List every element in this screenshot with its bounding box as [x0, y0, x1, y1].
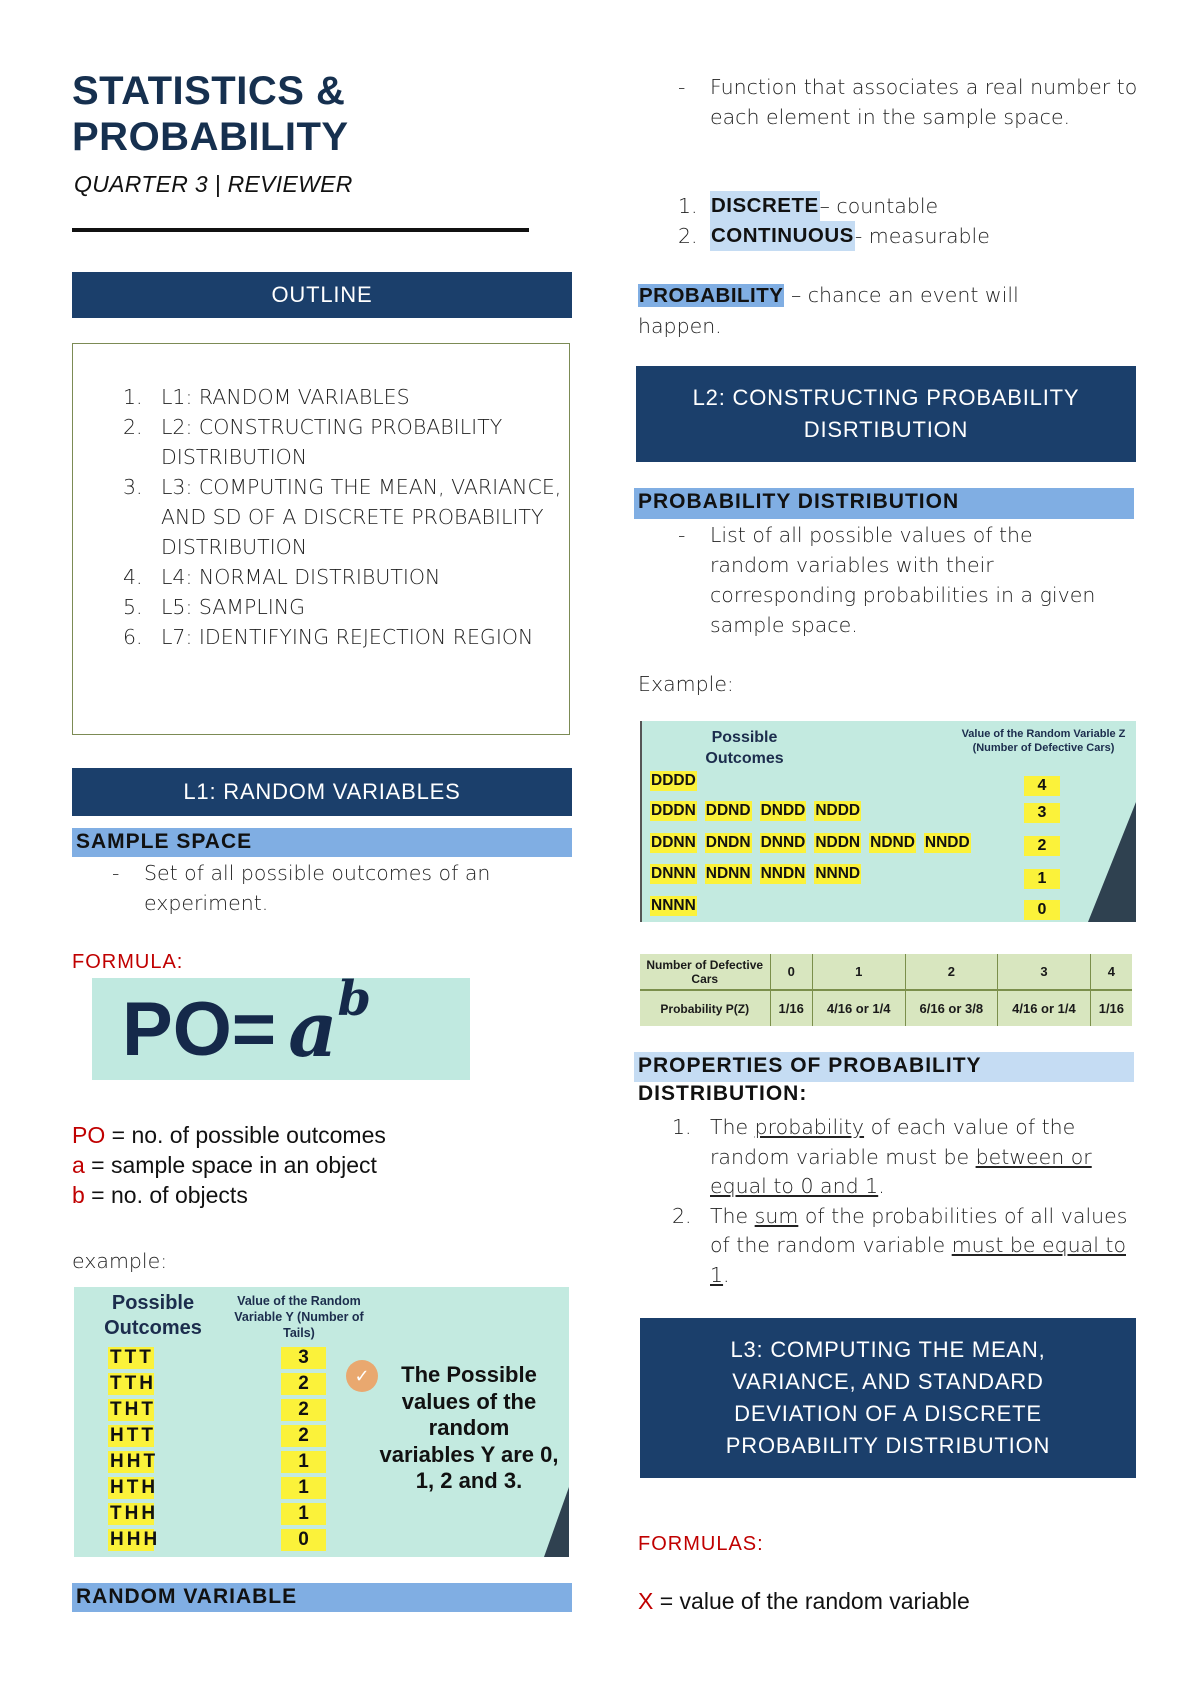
cars-row: DDNN DNDN DNND NDDN NDND NNDD [651, 834, 970, 851]
table-cell: 1/16 [1090, 990, 1132, 1026]
probability-distribution-definition: - List of all possible values of the random variables with their corresponding probabilities in a given sample space. [678, 523, 1096, 637]
table-row [640, 954, 1132, 990]
legend-po: PO = no. of possible outcomes [72, 1122, 386, 1148]
table-cell: 4/16 or 1/4 [998, 990, 1091, 1026]
outline-header: OUTLINE [72, 272, 572, 318]
row-header: Probability P(Z) [640, 990, 770, 1026]
sample-space-label: SAMPLE SPACE [72, 828, 572, 857]
table-cell: 0 [770, 954, 812, 990]
property-item: 1. The probability of each value of the random variable must be between or equal to 0 and 1. [672, 1115, 1092, 1198]
defective-cars-example-image [640, 721, 1136, 922]
cars-row: DDDN DDND DNDD NDDD [651, 802, 861, 819]
formula-legend [72, 1120, 386, 1210]
properties-list [672, 1113, 1142, 1290]
cars-row: NNNN [651, 897, 696, 914]
decorative-corner-triangle [1088, 802, 1136, 922]
x-definition: X = value of the random variable [638, 1588, 970, 1614]
random-variable-z-header: Value of the Random Variable Z (Number of Defective Cars) [961, 728, 1126, 754]
l1-section-header: L1: RANDOM VARIABLES [72, 768, 572, 816]
l3-section-header: L3: COMPUTING THE MEAN, VARIANCE, AND STANDARD DEVIATION OF A DISCRETE PROBABILITY DISTRIBUTION [640, 1318, 1136, 1478]
table-cell: 6/16 or 3/8 [905, 990, 998, 1026]
row-header: Number of Defective Cars [640, 954, 770, 990]
random-variable-types [678, 191, 1138, 251]
outline-list [123, 382, 563, 652]
example-label: example: [72, 1249, 168, 1273]
table-cell: 4 [1090, 954, 1132, 990]
cars-value: 2 [1024, 836, 1060, 856]
coin-toss-example-image: Possible Outcomes Value of the Random Variable Y (Number of Tails) TTT 3 TTH 2 THT 2 HTT 2 HHT 1 HTH 1 THH 1 HHH 0 ✓ The Possible values of the random variables Y are 0, 1, 2 and 3. [74, 1287, 569, 1557]
check-circle-icon: ✓ [346, 1360, 378, 1392]
cars-value: 4 [1024, 776, 1060, 796]
outline-item: 1. L1: RANDOM VARIABLES [123, 385, 410, 409]
possible-outcomes-header: Possible Outcomes [705, 729, 784, 767]
table-cell: 3 [998, 954, 1091, 990]
outline-box [72, 343, 570, 735]
outline-item: 6. L7: IDENTIFYING REJECTION REGION [123, 625, 534, 649]
random-variable-definition: - Function that associates a real number to each element in the sample space. [678, 75, 1138, 129]
l2-section-header: L2: CONSTRUCTING PROBABILITY DISRTIBUTION [636, 366, 1136, 462]
cars-value: 3 [1024, 803, 1060, 823]
table-cell: 4/16 or 1/4 [812, 990, 905, 1026]
legend-b: b = no. of objects [72, 1182, 248, 1208]
formulas-label: FORMULAS: [638, 1533, 764, 1555]
legend-a: a = sample space in an object [72, 1152, 377, 1178]
type-discrete: 1. DISCRETE – countable [678, 191, 1138, 221]
formula-image [92, 971, 470, 1080]
table-cell: 2 [905, 954, 998, 990]
outline-item: 2. L2: CONSTRUCTING PROBABILITY DISTRIBUTION [123, 415, 503, 469]
table-cell: 1 [812, 954, 905, 990]
title-line-1: STATISTICS & [72, 69, 346, 113]
cars-row: DNNN NDNN NNDN NNND [651, 865, 861, 882]
decorative-corner-triangle [544, 1487, 569, 1557]
formula-exponent: b [337, 971, 372, 1027]
sample-space-definition: - Set of all possible outcomes of an experiment. [112, 861, 491, 915]
table-row [640, 990, 1132, 1026]
title-divider [72, 228, 529, 232]
probability-definition: PROBABILITY – chance an event will happen. [638, 283, 1019, 338]
formula-lhs: PO= [122, 986, 277, 1072]
possible-outcomes-header: Possible Outcomes [104, 1292, 202, 1339]
title-line-2: PROBABILITY [72, 115, 349, 159]
outline-item: 4. L4: NORMAL DISTRIBUTION [123, 565, 441, 589]
random-variable-y-header: Value of the Random Variable Y (Number of Tails) [234, 1294, 364, 1340]
formula-base: a [288, 984, 338, 1074]
outline-item: 5. L5: SAMPLING [123, 595, 306, 619]
coin-example-note: The Possible values of the random variables Y are 0, 1, 2 and 3. [379, 1362, 559, 1493]
document-title [72, 68, 349, 160]
formula-label: FORMULA: [72, 951, 184, 973]
document-subtitle: QUARTER 3 | REVIEWER [74, 171, 353, 197]
probability-distribution-label: PROBABILITY DISTRIBUTION [634, 488, 1134, 519]
cars-value: 0 [1024, 900, 1060, 920]
random-variable-label: RANDOM VARIABLE [72, 1583, 572, 1612]
cars-value: 1 [1024, 869, 1060, 889]
example-label-2: Example: [638, 672, 734, 696]
property-item: 2. The sum of the probabilities of all values of the random variable must be equal to 1. [672, 1203, 1128, 1287]
properties-label: PROPERTIES OF PROBABILITY DISTRIBUTION: [634, 1052, 1134, 1082]
outline-item: 3. L3: COMPUTING THE MEAN, VARIANCE, AND SD OF A DISCRETE PROBABILITY DISTRIBUTION [123, 475, 562, 559]
type-continuous: 2. CONTINUOUS - measurable [678, 221, 1138, 251]
table-cell: 1/16 [770, 990, 812, 1026]
cars-row: DDDD [651, 772, 696, 789]
probability-distribution-table [640, 954, 1132, 1026]
